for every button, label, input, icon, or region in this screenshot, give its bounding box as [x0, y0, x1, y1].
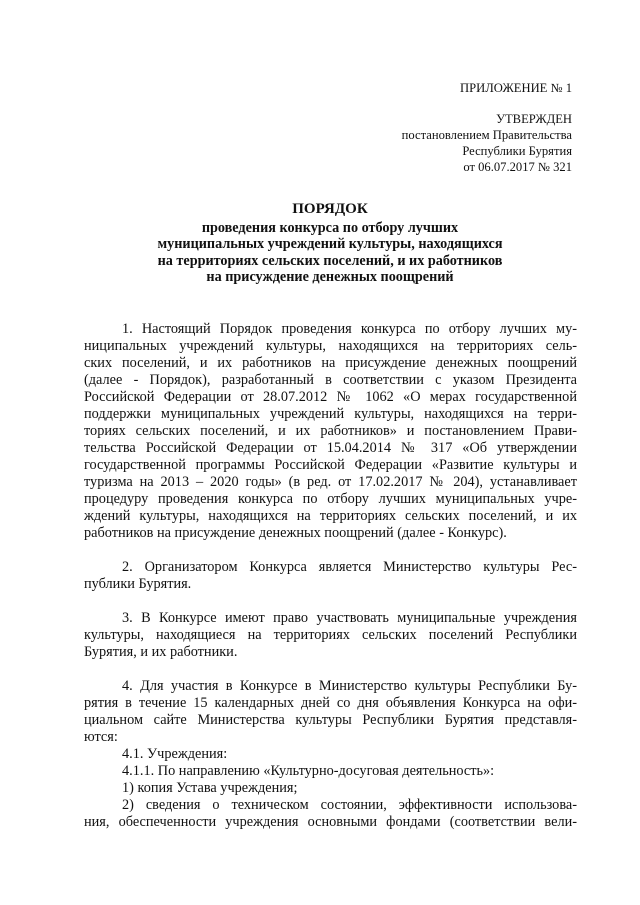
text-line: публики Бурятия.: [84, 576, 192, 592]
title-line: на территориях сельских поселений, и их работников: [157, 252, 503, 269]
title-line: муниципальных учреждений культуры, находящихся: [157, 236, 503, 252]
item-4-1-1: 4.1.1. По направлению «Культурно-досуговая деятельность»:: [122, 763, 495, 779]
text-line: ждений культуры, находящихся на территориях сельских поселений, и их: [84, 508, 577, 524]
text-line: культуры, находящиеся на территориях сельских поселений Республики: [84, 627, 577, 643]
paragraph-gap: [84, 593, 577, 610]
approved-by: постановлением Правительства: [401, 128, 572, 142]
text-line: ются:: [84, 729, 118, 745]
document-title: [70, 201, 590, 286]
appendix-text: ПРИЛОЖЕНИЕ № 1: [460, 81, 572, 95]
text-line: туризма на 2013 – 2020 годы» (в ред. от 17.02.2017 № 204), устанавливает: [84, 474, 577, 490]
item-2-line: 2) сведения о техническом состоянии, эффективности использова-: [122, 797, 577, 813]
item-1: 1) копия Устава учреждения;: [122, 780, 298, 796]
text-line: (далее - Порядок), разработанный в соответствии с указом Президента: [84, 372, 577, 388]
text-line: работников на присуждение денежных поощрений (далее - Конкурс).: [84, 525, 507, 541]
item-2-line: ния, обеспеченности учреждения основными фондами (соответствии вели-: [84, 814, 577, 830]
approval-block: [402, 111, 572, 175]
text-line: ниципальных учреждений культуры, находящихся на территориях сель-: [84, 338, 577, 354]
text-line: Российской Федерации от 28.07.2012 № 1062 «О мерах государственной: [84, 389, 577, 405]
appendix-label: [460, 80, 572, 96]
list-items: [84, 746, 577, 831]
title-line: на присуждение денежных поощрений: [206, 269, 454, 285]
text-line: 3. В Конкурсе имеют право участвовать муниципальные учреждения: [122, 610, 577, 626]
text-line: ториях сельских поселений, и их работников» и постановлением Прави-: [84, 423, 577, 439]
republic-name: Республики Бурятия: [462, 144, 572, 158]
text-line: государственной программы Российской Федерации «Развитие культуры и: [84, 457, 577, 473]
paragraph-1: [84, 321, 577, 542]
text-line: 1. Настоящий Порядок проведения конкурса по отбору лучших му-: [122, 321, 577, 337]
text-line: циальном сайте Министерства культуры Республики Бурятия представля-: [84, 712, 577, 728]
title-line: проведения конкурса по отбору лучших: [201, 219, 459, 236]
text-line: рятия в течение 15 календарных дней со дня объявления Конкурса на офи-: [84, 695, 577, 711]
paragraph-gap: [84, 542, 577, 559]
item-4-1: 4.1. Учреждения:: [122, 746, 228, 762]
text-line: тельства Российской Федерации от 15.04.2014 № 317 «Об утверждении: [84, 440, 577, 456]
document-body: [84, 321, 577, 831]
paragraph-2: [84, 559, 577, 593]
text-line: процедуру проведения конкурса по отбору лучших муниципальных учре-: [84, 491, 577, 507]
paragraph-gap: [84, 661, 577, 678]
approved-label: УТВЕРЖДЕН: [496, 112, 572, 126]
text-line: поддержки муниципальных учреждений культуры, находящихся на терри-: [84, 406, 577, 422]
text-line: Бурятия, и их работники.: [84, 644, 238, 660]
title-main: ПОРЯДОК: [292, 201, 368, 217]
paragraph-3: [84, 610, 577, 661]
paragraph-4: [84, 678, 577, 746]
text-line: ских поселений, и их работников на присуждение денежных поощрений: [84, 355, 577, 371]
text-line: 4. Для участия в Конкурсе в Министерство культуры Республики Бу-: [122, 678, 577, 694]
resolution-date-number: от 06.07.2017 № 321: [463, 160, 572, 174]
text-line: 2. Организатором Конкурса является Министерство культуры Рес-: [122, 559, 577, 575]
